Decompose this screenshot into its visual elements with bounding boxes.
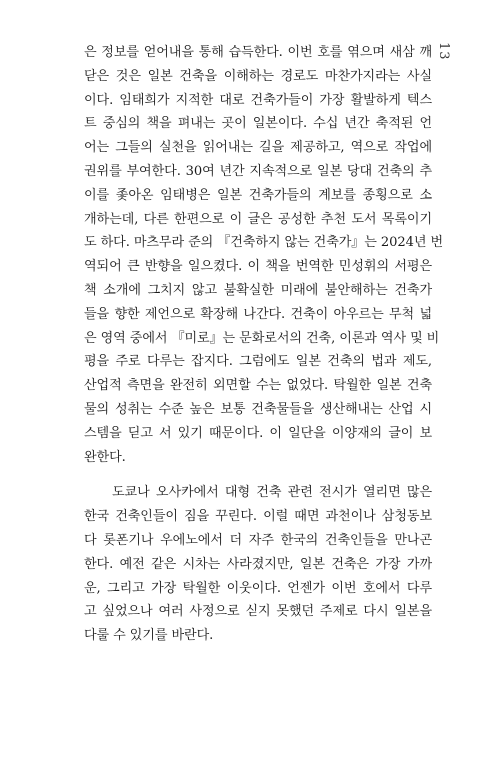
text-line: 다 롯폰기나 우에노에서 더 자주 한국의 건축인들을 만나곤 xyxy=(84,532,432,548)
text-line: 운, 그리고 가장 탁월한 이웃이다. 언젠가 이번 호에서 다루 xyxy=(84,580,432,596)
text-line: 역되어 큰 반향을 일으켰다. 이 책을 번역한 민성휘의 서평은 xyxy=(84,259,432,275)
text-line: 책 소개에 그치지 않고 불확실한 미래에 불안해하는 건축가 xyxy=(84,282,432,298)
text-line: 권위를 부여한다. 30여 년간 지속적으로 일본 당대 건축의 추 xyxy=(84,163,432,179)
text-line: 평을 주로 다루는 잡지다. 그럼에도 일본 건축의 법과 제도, xyxy=(84,354,432,370)
paragraph-1 xyxy=(84,41,443,469)
text-line: 닫은 것은 일본 건축을 이해하는 경로도 마찬가지라는 사실 xyxy=(84,68,432,84)
text-line: 물의 성취는 수준 높은 보통 건축물들을 생산해내는 산업 시 xyxy=(84,401,432,417)
text-line: 완한다. xyxy=(84,449,126,465)
paragraph-gap xyxy=(84,469,432,481)
text-line: 개하는데, 다른 한편으로 이 글은 공성한 추천 도서 목록이기 xyxy=(84,211,432,227)
text-line: 다룰 수 있기를 바란다. xyxy=(84,628,214,644)
text-line: 어는 그들의 실천을 읽어내는 길을 제공하고, 역으로 작업에 xyxy=(84,140,432,156)
text-line: 이를 좇아온 임태병은 일본 건축가들의 계보를 종횡으로 소 xyxy=(84,187,432,203)
text-line: 도 하다. 마츠무라 준의 『건축하지 않는 건축가』는 2024년 번 xyxy=(84,235,443,251)
text-line: 한국 건축인들이 짐을 꾸린다. 이럴 때면 과천이나 삼청동보 xyxy=(84,509,432,525)
body-text xyxy=(84,41,443,648)
text-line: 도쿄나 오사카에서 대형 건축 관련 전시가 열리면 많은 xyxy=(112,485,432,501)
text-line: 한다. 예전 같은 시차는 사라졌지만, 일본 건축은 가장 가까 xyxy=(84,556,432,572)
text-line: 이다. 임태희가 지적한 대로 건축가들이 가장 활발하게 텍스 xyxy=(84,92,432,108)
text-line: 산업적 측면을 완전히 외면할 수는 없었다. 탁월한 일본 건축 xyxy=(84,378,432,394)
text-line: 은 정보를 얻어내을 통해 습득한다. 이번 호를 엮으며 새삼 깨 xyxy=(84,45,432,60)
text-line: 들을 향한 제언으로 확장해 나간다. 건축이 아우르는 무척 넓 xyxy=(84,306,432,322)
paragraph-2 xyxy=(84,481,432,648)
text-line: 트 중심의 책을 펴내는 곳이 일본이다. 수십 년간 축적된 언 xyxy=(84,116,432,132)
text-line: 은 영역 중에서 『미로』는 문화로서의 건축, 이론과 역사 및 비 xyxy=(84,330,440,346)
page-number: 13 xyxy=(436,42,451,61)
text-line: 고 싶었으나 여러 사정으로 싣지 못했던 주제로 다시 일본을 xyxy=(84,604,432,620)
text-line: 스템을 딛고 서 있기 때문이다. 이 일단을 이양재의 글이 보 xyxy=(84,425,432,441)
